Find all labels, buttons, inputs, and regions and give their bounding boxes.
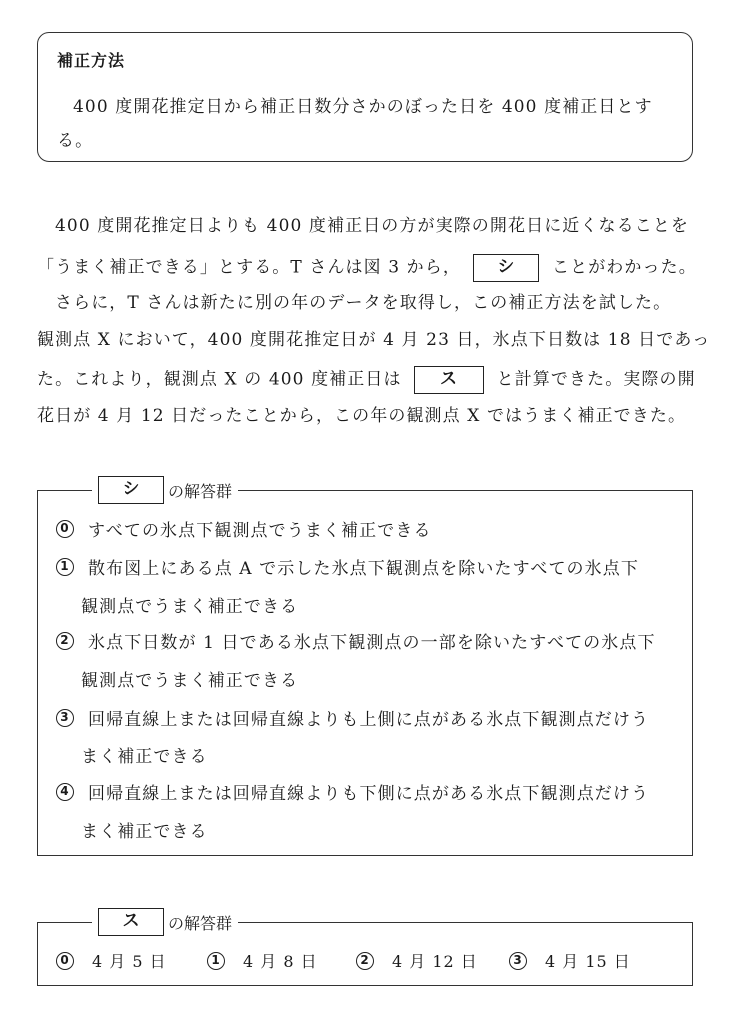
shi-option-3-cont: まく補正できる	[81, 747, 208, 767]
paragraph-line-5-pre: た。これより，観測点 X の 400 度補正日は	[37, 369, 402, 390]
paragraph-line-6: 花日が 4 月 12 日だったことから，この年の観測点 X ではうまく補正できた。	[37, 406, 687, 426]
choice-number-4: 4	[56, 783, 74, 801]
paragraph-line-5	[37, 366, 696, 394]
shi-option-2[interactable]	[56, 628, 656, 653]
su-legend-blank: ス	[98, 908, 164, 936]
su-option-1-text: 4 月 8 日	[243, 952, 318, 971]
shi-option-3[interactable]	[56, 705, 649, 730]
method-text-line-2: る。	[57, 131, 94, 151]
shi-option-4[interactable]	[56, 779, 649, 804]
choice-number-2: 2	[356, 952, 374, 970]
paragraph-line-2-post: ことがわかった。	[552, 257, 697, 278]
paragraph-line-3: さらに，T さんは新たに別の年のデータを取得し，この補正方法を試した。	[55, 293, 672, 313]
shi-group-legend	[92, 476, 238, 504]
choice-number-1: 1	[56, 558, 74, 576]
choice-number-0: 0	[56, 520, 74, 538]
shi-option-0-text: すべての氷点下観測点でうまく補正できる	[88, 521, 432, 541]
su-option-3-text: 4 月 15 日	[545, 952, 631, 971]
method-text-line-1: 400 度開花推定日から補正日数分さかのぼった日を 400 度補正日とす	[73, 97, 653, 117]
su-option-1[interactable]	[207, 949, 318, 972]
su-option-3[interactable]	[509, 949, 631, 972]
shi-option-4-cont: まく補正できる	[81, 822, 208, 842]
paragraph-line-2-pre: 「うまく補正できる」とする。T さんは図 3 から，	[37, 257, 461, 278]
paragraph-line-1: 400 度開花推定日よりも 400 度補正日の方が実際の開花日に近くなることを	[55, 216, 690, 236]
su-option-0-text: 4 月 5 日	[92, 952, 167, 971]
paragraph-line-4: 観測点 X において，400 度開花推定日が 4 月 23 日，氷点下日数は 18 日であっ	[37, 330, 711, 350]
shi-option-4-text-1: 回帰直線上または回帰直線よりも下側に点がある氷点下観測点だけう	[88, 784, 650, 804]
su-legend-suffix: の解答群	[168, 913, 233, 933]
shi-legend-blank: シ	[98, 476, 164, 504]
blank-shi: シ	[473, 254, 539, 282]
su-option-2-text: 4 月 12 日	[392, 952, 478, 971]
choice-number-0: 0	[56, 952, 74, 970]
su-group-legend	[92, 908, 238, 936]
shi-option-2-text-1: 氷点下日数が 1 日である氷点下観測点の一部を除いたすべての氷点下	[88, 633, 656, 653]
shi-option-1[interactable]	[56, 554, 639, 579]
blank-su: ス	[414, 366, 484, 394]
paragraph-line-2	[37, 254, 697, 282]
shi-option-1-text-1: 散布図上にある点 A で示した氷点下観測点を除いたすべての氷点下	[88, 559, 639, 579]
choice-number-3: 3	[509, 952, 527, 970]
shi-legend-suffix: の解答群	[168, 481, 233, 501]
choice-number-2: 2	[56, 632, 74, 650]
su-option-2[interactable]	[356, 949, 478, 972]
paragraph-line-5-post: と計算できた。実際の開	[496, 369, 696, 390]
shi-option-3-text-1: 回帰直線上または回帰直線よりも上側に点がある氷点下観測点だけう	[88, 710, 650, 730]
choice-number-1: 1	[207, 952, 225, 970]
su-option-0[interactable]	[56, 949, 167, 972]
shi-option-0[interactable]	[56, 516, 432, 541]
choice-number-3: 3	[56, 709, 74, 727]
method-title: 補正方法	[57, 51, 126, 70]
shi-option-2-cont: 観測点でうまく補正できる	[81, 671, 299, 691]
shi-option-1-cont: 観測点でうまく補正できる	[81, 597, 299, 617]
